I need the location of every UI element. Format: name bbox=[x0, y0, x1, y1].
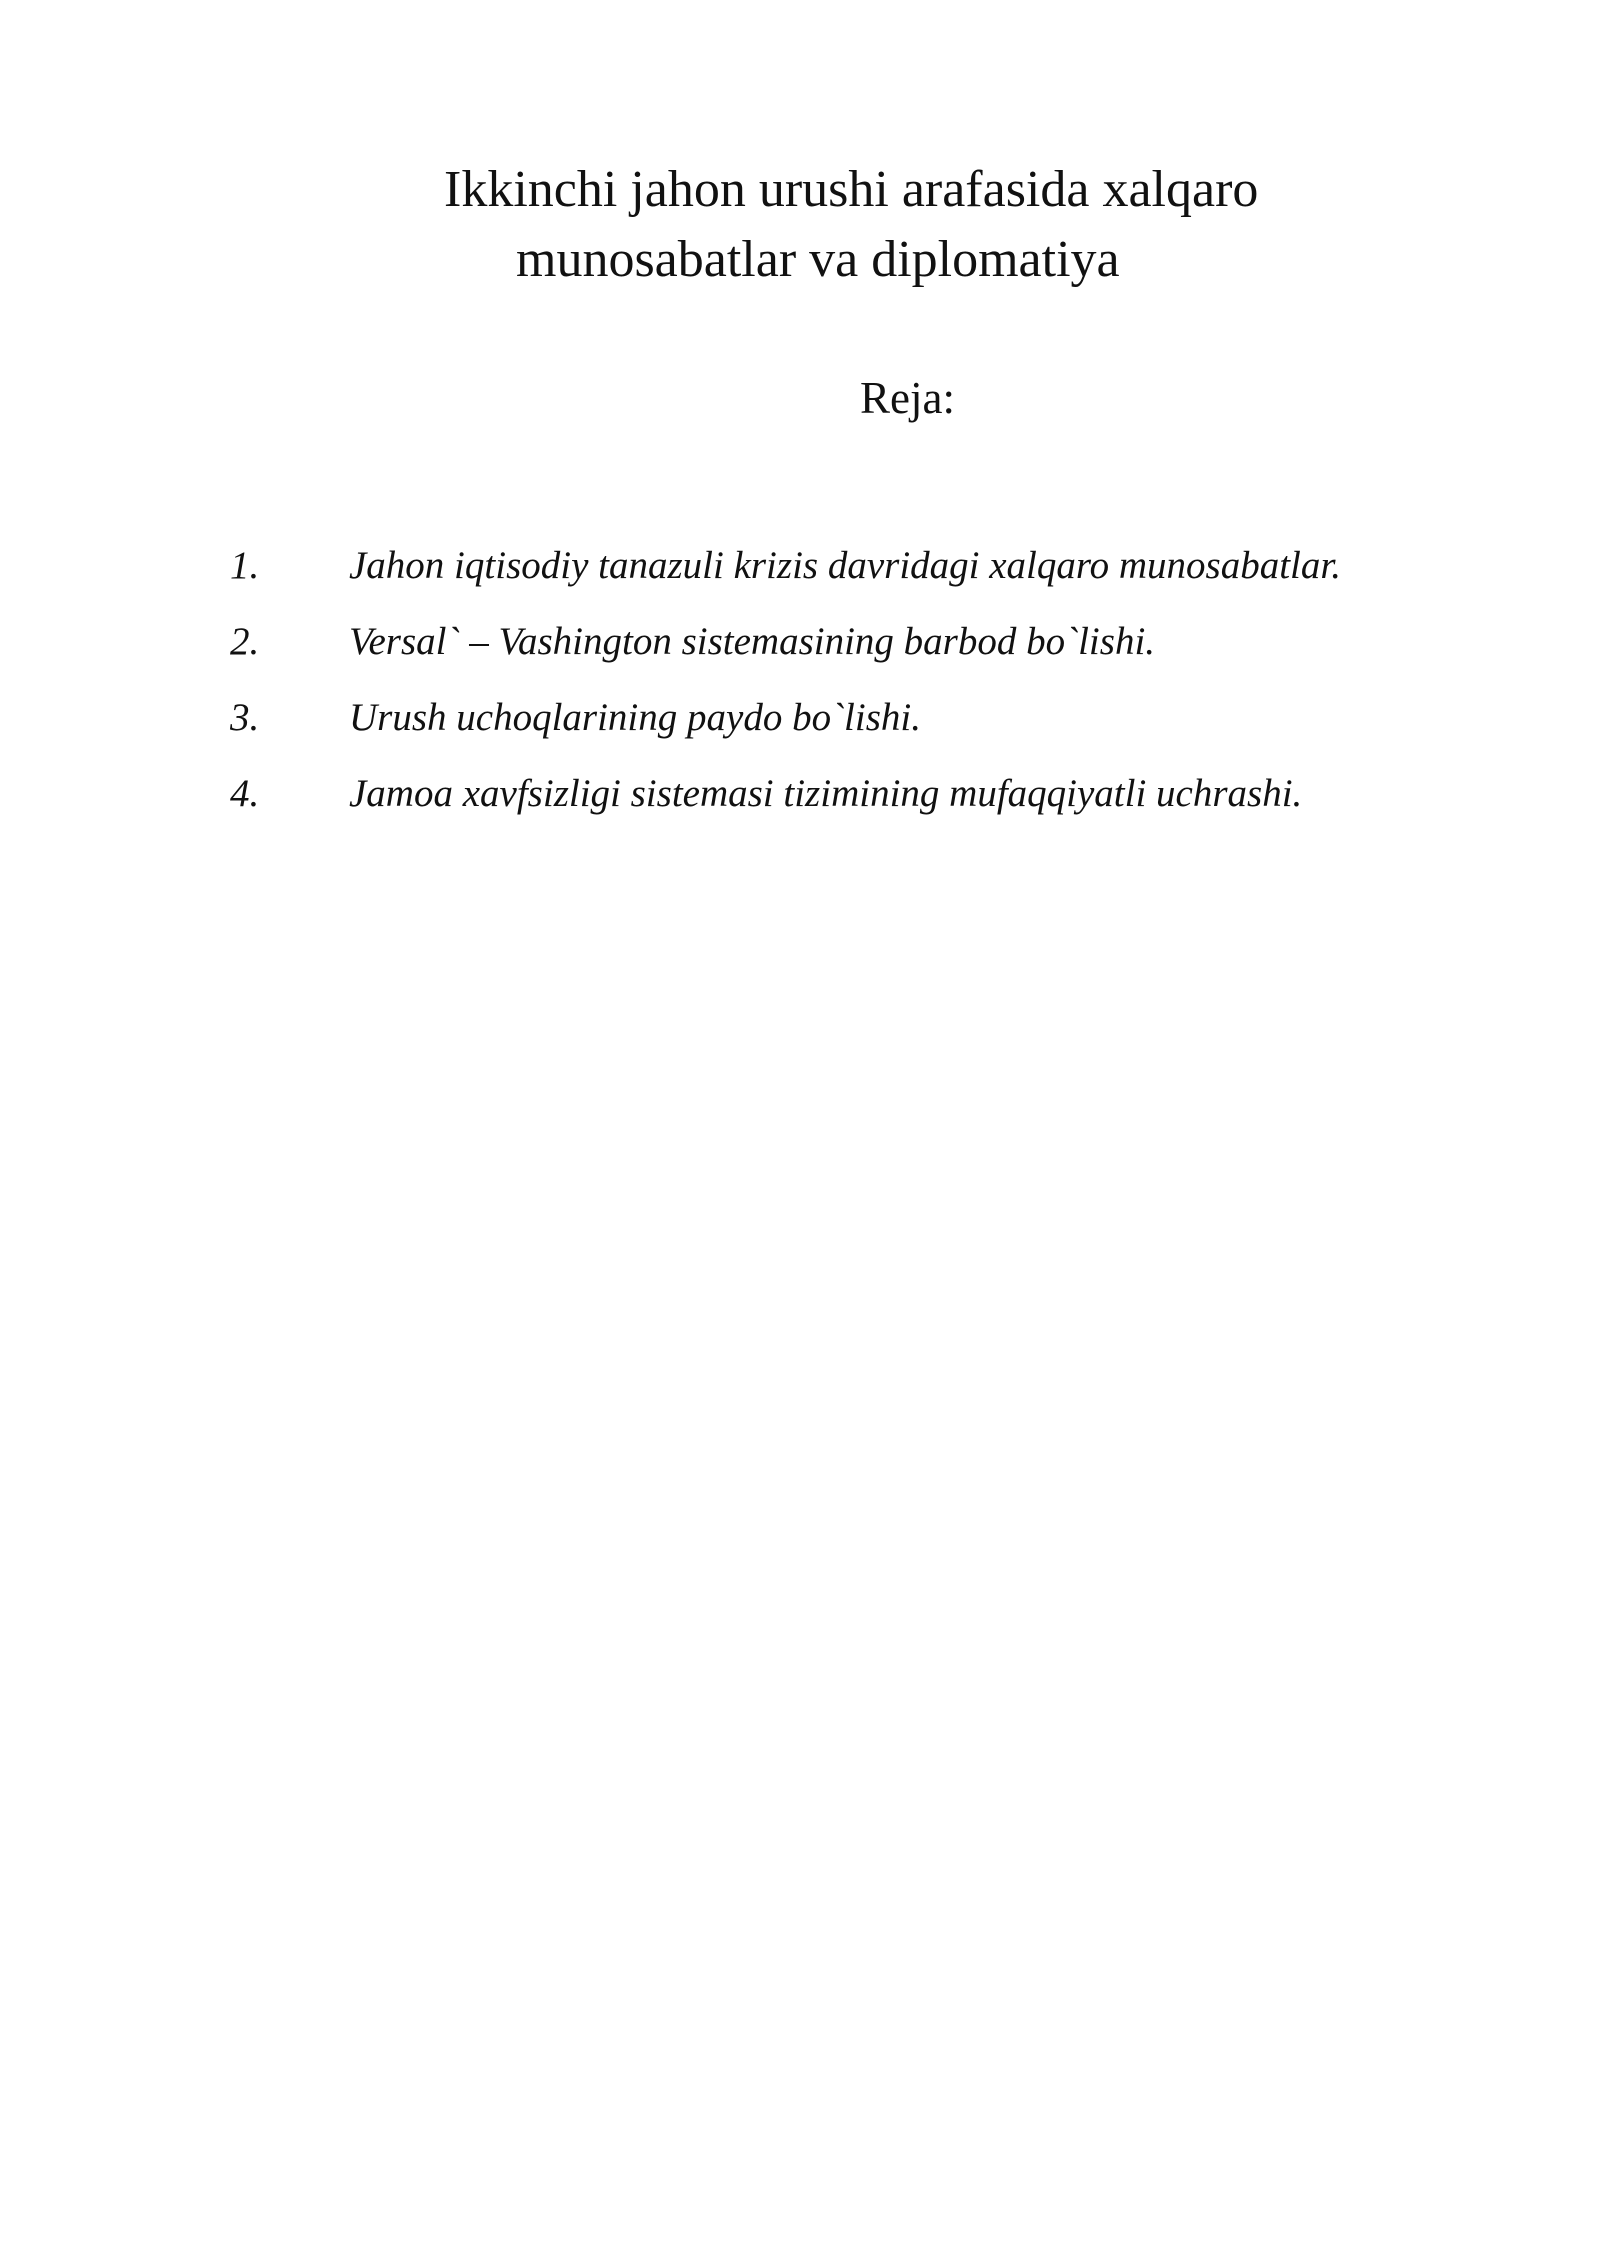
plan-heading: Reja: bbox=[860, 373, 955, 423]
plan-item-text: Jahon iqtisodiy tanazuli krizis davridagi xalqaro munosabatlar. bbox=[349, 544, 1341, 587]
plan-item-number: 1. bbox=[230, 544, 260, 587]
document-title-line-2: munosabatlar va diplomatiya bbox=[516, 231, 1120, 288]
plan-item-4 bbox=[0, 768, 1600, 820]
plan-item-text: Versal` – Vashington sistemasining barbod bo`lishi. bbox=[349, 620, 1156, 663]
plan-item-text: Urush uchoqlarining paydo bo`lishi. bbox=[349, 696, 921, 739]
plan-item-number: 4. bbox=[230, 772, 260, 815]
document-title-line-1: Ikkinchi jahon urushi arafasida xalqaro bbox=[444, 161, 1259, 218]
plan-item-number: 3. bbox=[230, 696, 260, 739]
plan-item-2 bbox=[0, 616, 1600, 668]
plan-item-3 bbox=[0, 692, 1600, 744]
plan-item-1 bbox=[0, 540, 1600, 592]
plan-item-number: 2. bbox=[230, 620, 260, 663]
plan-item-text: Jamoa xavfsizligi sistemasi tizimining mufaqqiyatli uchrashi. bbox=[349, 772, 1303, 815]
